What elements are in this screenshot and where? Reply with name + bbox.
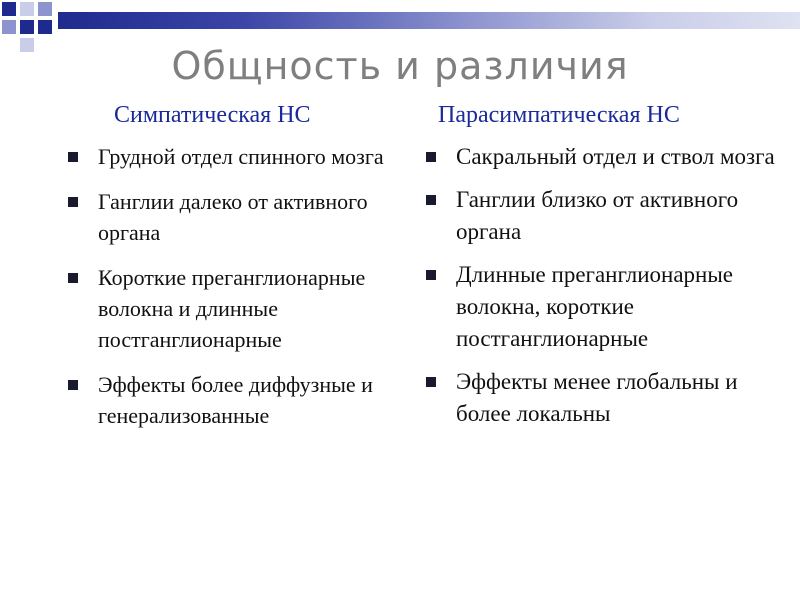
- list-item: [62, 369, 402, 431]
- list-item-text: Ганглии близко от активного органа: [456, 187, 739, 244]
- decor-square: [38, 2, 52, 16]
- decor-square: [20, 20, 34, 34]
- square-bullet-icon: [68, 152, 78, 162]
- square-bullet-icon: [426, 152, 436, 162]
- list-item: [62, 141, 402, 172]
- list-item-text: Грудной отдел спинного мозга: [98, 144, 384, 169]
- list-item-text: Ганглии далеко от активного органа: [98, 189, 368, 245]
- square-bullet-icon: [68, 273, 78, 283]
- list-item-text: Длинные преганглионарные волокна, короткие постганглионарные: [456, 262, 734, 351]
- list-item-text: Короткие преганглионарные волокна и длинные постганглионарные: [98, 265, 366, 352]
- sympathetic-heading: Симпатическая НС: [114, 102, 311, 128]
- list-item: [420, 366, 780, 430]
- square-bullet-icon: [426, 377, 436, 387]
- list-item-text: Эффекты более диффузные и генерализованные: [98, 372, 373, 428]
- decor-square: [38, 20, 52, 34]
- list-item: [420, 141, 780, 173]
- parasympathetic-list: [420, 141, 780, 430]
- decor-square: [2, 2, 16, 16]
- list-item: [420, 184, 780, 248]
- list-item: [420, 259, 780, 355]
- parasympathetic-heading: Парасимпатическая НС: [438, 102, 680, 128]
- decor-square: [20, 2, 34, 16]
- list-item-text: Сакральный отдел и ствол мозга: [456, 144, 775, 169]
- sympathetic-column: [62, 102, 402, 445]
- list-item: [62, 262, 402, 355]
- slide-title: Общность и различия: [171, 44, 629, 88]
- square-bullet-icon: [426, 195, 436, 205]
- parasympathetic-column: [420, 102, 780, 441]
- square-bullet-icon: [68, 380, 78, 390]
- list-item: [62, 186, 402, 248]
- list-item-text: Эффекты менее глобальны и более локальны: [456, 369, 738, 426]
- decor-square: [2, 20, 16, 34]
- square-bullet-icon: [426, 270, 436, 280]
- sympathetic-list: [62, 141, 402, 431]
- header-gradient-bar: [58, 12, 800, 29]
- square-bullet-icon: [68, 197, 78, 207]
